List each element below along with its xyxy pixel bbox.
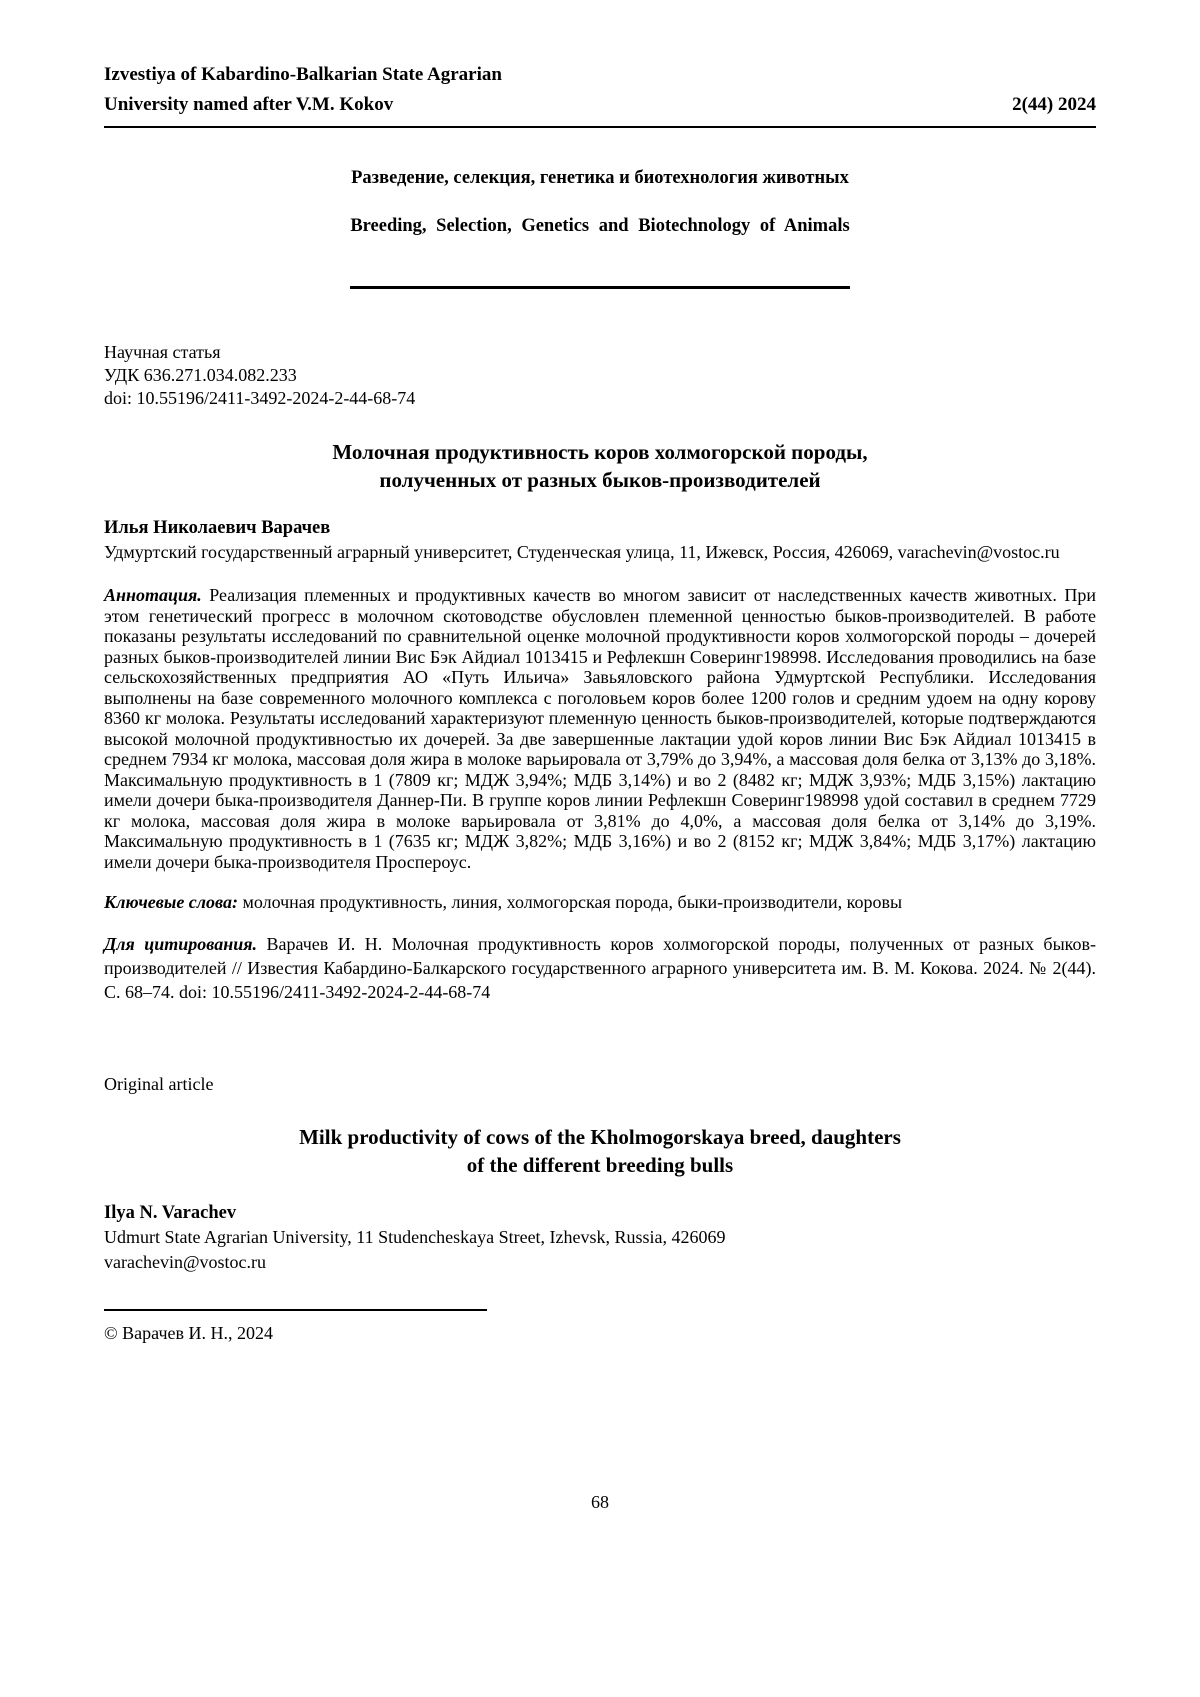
- page-number: 68: [591, 1492, 609, 1512]
- udc-number: УДК 636.271.034.082.233: [104, 365, 297, 385]
- article-title-ru: [104, 438, 1096, 494]
- keywords-label: Ключевые слова:: [104, 892, 238, 912]
- section-heading-en: Breeding, Selection, Genetics and Biotechnology of Animals: [350, 216, 850, 236]
- header-rule: [104, 126, 1096, 128]
- citation-label: Для цитирования.: [104, 934, 258, 954]
- abstract-paragraph: [104, 585, 1096, 872]
- journal-title-line2: University named after V.M. Kokov: [104, 94, 394, 115]
- abstract-label: Аннотация.: [104, 585, 202, 605]
- article-meta: [104, 341, 1096, 410]
- abstract-text: Реализация племенных и продуктивных качеств во многом зависит от наследственных качеств животных. При этом генетический прогресс в молочном скотоводстве обусловлен племенной ценностью быков-производителей. В работе показаны результаты исследований по сравнительной оценке молочной продуктивности коров холмогорской породы – дочерей разных быков-производителей линии Вис Бэк Айдиал 1013415 и Рефлекшн Соверинг198998. Исследования проводились на базе сельскохозяйственных предприятия АО «Путь Ильича» Завьяловского района Удмуртской Республики. Исследования выполнены на базе современного молочного комплекса с поголовьем коров более 1200 голов и средним удоем на одну корову 8360 кг молока. Результаты исследований характеризуют племенную ценность быков-производителей, которые подтверждаются высокой молочной продуктивностью их дочерей. За две завершенные лактации удой коров линии Вис Бэк Айдиал 1013415 в среднем 7934 кг молока, массовая доля жира в молоке варьировала от 3,79% до 3,94%, а массовая доля белка от 3,13% до 3,18%. Максимальную продуктивность в 1 (7809 кг; МДЖ 3,94%; МДБ 3,14%) и во 2 (8482 кг; МДЖ 3,93%; МДБ 3,15%) лактацию имели дочери быка-производителя Даннер-Пи. В группе коров линии Рефлекшн Соверинг198998 удой составил в среднем 7729 кг молока, массовая доля жира в молоке варьировала от 3,81% до 4,0%, а массовая доля белка от 3,14% до 3,19%. Максимальную продуктивность в 1 (7635 кг; МДЖ 3,82%; МДБ 3,16%) и во 2 (8152 кг; МДЖ 3,84%; МДБ 3,17%) лактацию имели дочери быка-производителя Проспероус.: [104, 585, 1096, 872]
- footer-rule: [104, 1309, 487, 1311]
- copyright-notice: © Варачев И. Н., 2024: [104, 1323, 273, 1343]
- article-title-en-line2: of the different breeding bulls: [466, 1153, 734, 1177]
- author-name-en: Ilya N. Varachev: [104, 1203, 237, 1223]
- author-email: varachevin@vostoc.ru: [104, 1252, 267, 1272]
- article-type-ru: Научная статья: [104, 342, 221, 362]
- journal-title-line1: Izvestiya of Kabardino-Balkarian State Agrarian: [104, 64, 502, 85]
- article-title-en-line1: Milk productivity of cows of the Kholmogorskaya breed, daughters: [299, 1125, 901, 1149]
- section-divider: [350, 286, 850, 289]
- author-affiliation-en: Udmurt State Agrarian University, 11 Studencheskaya Street, Izhevsk, Russia, 426069: [104, 1227, 726, 1247]
- issue-number: 2(44) 2024: [1012, 94, 1096, 115]
- doi-number: doi: 10.55196/2411-3492-2024-2-44-68-74: [104, 388, 416, 408]
- citation-paragraph: [104, 932, 1096, 1004]
- page-header: [104, 60, 1096, 128]
- section-heading-ru: Разведение, селекция, генетика и биотехнология животных: [351, 168, 849, 188]
- keywords-paragraph: [104, 890, 1096, 914]
- author-affiliation-ru: Удмуртский государственный аграрный университет, Студенческая улица, 11, Ижевск, Россия, 426069, varachevin@vostoc.ru: [104, 542, 1060, 562]
- article-title-ru-line2: полученных от разных быков-производителей: [379, 468, 821, 492]
- keywords-text: молочная продуктивность, линия, холмогорская порода, быки-производители, коровы: [237, 892, 903, 912]
- citation-text: Варачев И. Н. Молочная продуктивность коров холмогорской породы, полученных от разных быков-производителей // Известия Кабардино-Балкарского государственного аграрного университета им. В. М. Кокова. 2024. № 2(44). С. 68–74. doi: 10.55196/2411-3492-2024-2-44-68-74: [104, 934, 1096, 1002]
- article-type-en: Original article: [104, 1074, 214, 1094]
- article-title-en: [104, 1123, 1096, 1179]
- article-title-ru-line1: Молочная продуктивность коров холмогорской породы,: [332, 440, 868, 464]
- author-name-ru: Илья Николаевич Варачев: [104, 518, 331, 538]
